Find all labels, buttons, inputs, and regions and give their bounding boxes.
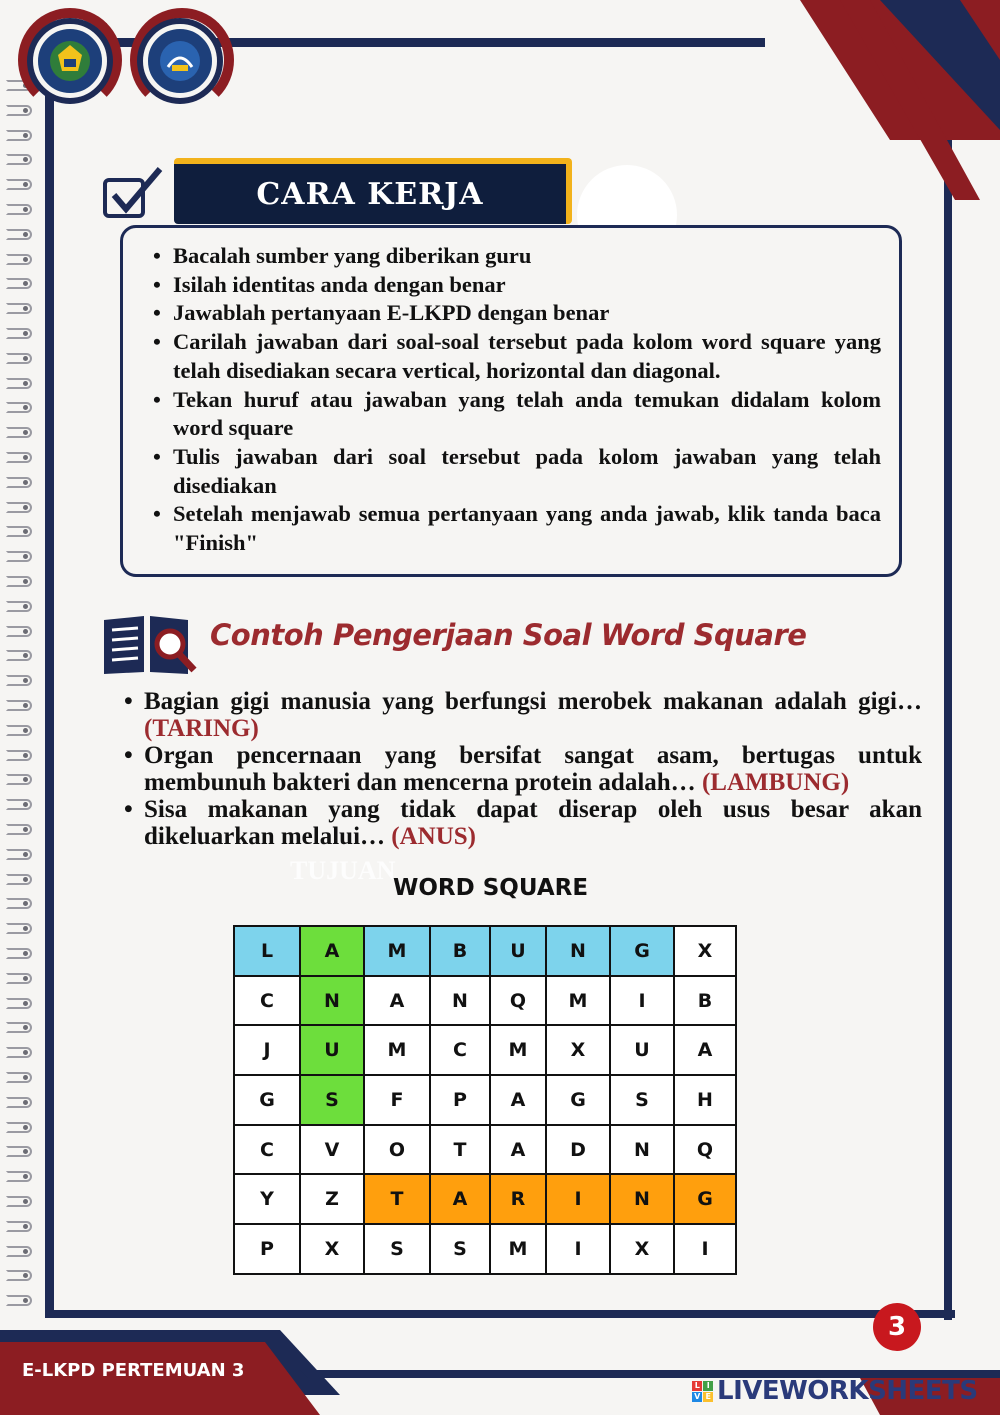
instruction-item: • Bacalah sumber yang diberikan guru: [149, 242, 881, 271]
instructions-box: [120, 225, 902, 577]
grid-cell[interactable]: U: [490, 926, 546, 976]
spiral-ring: [6, 1122, 32, 1133]
spiral-ring: [6, 626, 32, 637]
grid-row: [234, 1025, 736, 1075]
instruction-item: • Tulis jawaban dari soal tersebut pada kolom jawaban yang telah disediakan: [149, 443, 881, 500]
spiral-ring: [6, 204, 32, 215]
spiral-ring: [6, 973, 32, 984]
footer-label: E-LKPD PERTEMUAN 3: [22, 1360, 245, 1381]
grid-cell[interactable]: X: [674, 926, 736, 976]
question-text: Sisa makanan yang tidak dapat diserap oleh usus besar akan dikeluarkan melalui…: [144, 796, 922, 850]
spiral-ring: [6, 179, 32, 190]
grid-cell[interactable]: M: [546, 976, 610, 1026]
spiral-ring: [6, 849, 32, 860]
liveworksheets-logo-icon: L I V E: [692, 1381, 713, 1402]
spiral-ring: [6, 254, 32, 265]
spiral-ring: [6, 576, 32, 587]
example-questions: [122, 688, 922, 850]
grid-cell[interactable]: A: [364, 976, 430, 1026]
book-search-icon: [100, 612, 198, 678]
grid-cell[interactable]: C: [234, 1125, 300, 1175]
grid-cell[interactable]: B: [674, 976, 736, 1026]
section-header-cara-kerja: [174, 158, 572, 224]
grid-cell[interactable]: U: [300, 1025, 364, 1075]
spiral-ring: [6, 303, 32, 314]
grid-cell[interactable]: B: [430, 926, 490, 976]
grid-cell[interactable]: S: [364, 1224, 430, 1274]
frame-right-border: [944, 130, 952, 1320]
grid-cell[interactable]: V: [300, 1125, 364, 1175]
grid-cell[interactable]: N: [300, 976, 364, 1026]
grid-cell[interactable]: X: [546, 1025, 610, 1075]
spiral-ring: [6, 948, 32, 959]
grid-cell[interactable]: G: [546, 1075, 610, 1125]
spiral-ring: [6, 278, 32, 289]
spiral-ring: [6, 130, 32, 141]
grid-cell[interactable]: H: [674, 1075, 736, 1125]
spiral-ring: [6, 502, 32, 513]
grid-cell[interactable]: Y: [234, 1174, 300, 1224]
grid-cell[interactable]: I: [546, 1224, 610, 1274]
spiral-ring: [6, 700, 32, 711]
word-square-grid: [233, 925, 737, 1275]
grid-cell[interactable]: S: [430, 1224, 490, 1274]
faded-text: TUJUAN: [290, 856, 396, 885]
grid-cell[interactable]: D: [546, 1125, 610, 1175]
spiral-ring: [6, 1246, 32, 1257]
grid-cell[interactable]: I: [674, 1224, 736, 1274]
spiral-ring: [6, 402, 32, 413]
spiral-ring: [6, 526, 32, 537]
spiral-ring: [6, 799, 32, 810]
grid-cell[interactable]: M: [490, 1025, 546, 1075]
question-text: Organ pencernaan yang bersifat sangat asam, bertugas untuk membunuh bakteri dan mencerna protein adalah…: [144, 742, 922, 796]
grid-cell[interactable]: C: [234, 976, 300, 1026]
spiral-ring: [6, 725, 32, 736]
grid-row: [234, 1224, 736, 1274]
spiral-ring: [6, 898, 32, 909]
grid-cell[interactable]: L: [234, 926, 300, 976]
grid-cell[interactable]: S: [610, 1075, 674, 1125]
grid-row: [234, 1125, 736, 1175]
spiral-ring: [6, 353, 32, 364]
question-answer: (LAMBUNG): [701, 769, 850, 796]
instructions-list: [149, 242, 881, 558]
instruction-item: • Carilah jawaban dari soal-soal tersebut pada kolom word square yang telah disediakan secara vertical, horizontal dan diagonal.: [149, 328, 881, 385]
grid-cell[interactable]: T: [364, 1174, 430, 1224]
grid-cell[interactable]: J: [234, 1025, 300, 1075]
grid-cell[interactable]: G: [610, 926, 674, 976]
frame-left-border: [45, 38, 54, 1318]
grid-row: [234, 1075, 736, 1125]
spiral-ring: [6, 378, 32, 389]
spiral-binding: [0, 80, 36, 1320]
spiral-ring: [6, 427, 32, 438]
spiral-ring: [6, 1171, 32, 1182]
instruction-item: • Tekan huruf atau jawaban yang telah anda temukan didalam kolom word square: [149, 386, 881, 443]
spiral-ring: [6, 750, 32, 761]
page-number-badge: 3: [873, 1303, 921, 1351]
grid-cell[interactable]: O: [364, 1125, 430, 1175]
spiral-ring: [6, 874, 32, 885]
grid-cell[interactable]: G: [234, 1075, 300, 1125]
university-logo: [33, 24, 107, 98]
grid-cell[interactable]: N: [546, 926, 610, 976]
spiral-ring: [6, 1146, 32, 1157]
spiral-ring: [6, 1047, 32, 1058]
grid-cell[interactable]: P: [234, 1224, 300, 1274]
grid-cell[interactable]: A: [674, 1025, 736, 1075]
grid-cell[interactable]: U: [610, 1025, 674, 1075]
grid-cell[interactable]: M: [364, 926, 430, 976]
grid-cell[interactable]: G: [674, 1174, 736, 1224]
grid-cell[interactable]: A: [300, 926, 364, 976]
spiral-ring: [6, 675, 32, 686]
spiral-ring: [6, 824, 32, 835]
grid-cell[interactable]: N: [610, 1125, 674, 1175]
spiral-ring: [6, 923, 32, 934]
example-question: [122, 796, 922, 850]
instruction-item: • Jawablah pertanyaan E-LKPD dengan benar: [149, 299, 881, 328]
grid-cell[interactable]: A: [490, 1075, 546, 1125]
university-emblem-icon: [48, 39, 92, 83]
grid-cell[interactable]: X: [300, 1224, 364, 1274]
corner-decoration: [760, 0, 1000, 200]
grid-cell[interactable]: T: [430, 1125, 490, 1175]
grid-cell[interactable]: N: [610, 1174, 674, 1224]
grid-cell[interactable]: A: [430, 1174, 490, 1224]
liveworksheets-watermark[interactable]: [692, 1376, 978, 1406]
grid-cell[interactable]: Q: [674, 1125, 736, 1175]
grid-cell[interactable]: Q: [490, 976, 546, 1026]
spiral-ring: [6, 650, 32, 661]
spiral-ring: [6, 477, 32, 488]
ministry-logo: [143, 24, 217, 98]
spiral-ring: [6, 154, 32, 165]
checkmark-icon: [104, 165, 164, 215]
grid-row: [234, 926, 736, 976]
question-text: Bagian gigi manusia yang berfungsi merobek makanan adalah gigi…: [144, 688, 922, 715]
grid-cell[interactable]: Z: [300, 1174, 364, 1224]
spiral-ring: [6, 601, 32, 612]
grid-cell[interactable]: N: [430, 976, 490, 1026]
grid-cell[interactable]: M: [490, 1224, 546, 1274]
spiral-ring: [6, 1072, 32, 1083]
example-question: [122, 688, 922, 742]
grid-cell[interactable]: I: [610, 976, 674, 1026]
example-title: Contoh Pengerjaan Soal Word Square: [210, 618, 807, 652]
spiral-ring: [6, 229, 32, 240]
spiral-ring: [6, 1196, 32, 1207]
spiral-ring: [6, 328, 32, 339]
question-answer: (TARING): [144, 715, 259, 742]
spiral-ring: [6, 1221, 32, 1232]
spiral-ring: [6, 105, 32, 116]
spiral-ring: [6, 774, 32, 785]
spiral-ring: [6, 1097, 32, 1108]
instruction-item: • Setelah menjawab semua pertanyaan yang anda jawab, klik tanda baca "Finish": [149, 500, 881, 557]
grid-cell[interactable]: R: [490, 1174, 546, 1224]
grid-cell[interactable]: P: [430, 1075, 490, 1125]
grid-cell[interactable]: S: [300, 1075, 364, 1125]
spiral-ring: [6, 452, 32, 463]
spiral-ring: [6, 1270, 32, 1281]
section-title: CARA KERJA: [256, 176, 484, 212]
grid-row: [234, 976, 736, 1026]
instruction-item: • Isilah identitas anda dengan benar: [149, 271, 881, 300]
grid-row: [234, 1174, 736, 1224]
grid-cell[interactable]: X: [610, 1224, 674, 1274]
example-question: [122, 742, 922, 796]
grid-cell[interactable]: I: [546, 1174, 610, 1224]
spiral-ring: [6, 998, 32, 1009]
grid-cell[interactable]: C: [430, 1025, 490, 1075]
question-answer: (ANUS): [391, 823, 476, 850]
watermark-text: LIVEWORKSHEETS: [717, 1376, 978, 1406]
spiral-ring: [6, 1022, 32, 1033]
grid-cell[interactable]: A: [490, 1125, 546, 1175]
word-square-title: WORD SQUARE: [393, 875, 589, 901]
grid-cell[interactable]: F: [364, 1075, 430, 1125]
spiral-ring: [6, 551, 32, 562]
grid-cell[interactable]: M: [364, 1025, 430, 1075]
tut-wuri-handayani-icon: [158, 39, 202, 83]
